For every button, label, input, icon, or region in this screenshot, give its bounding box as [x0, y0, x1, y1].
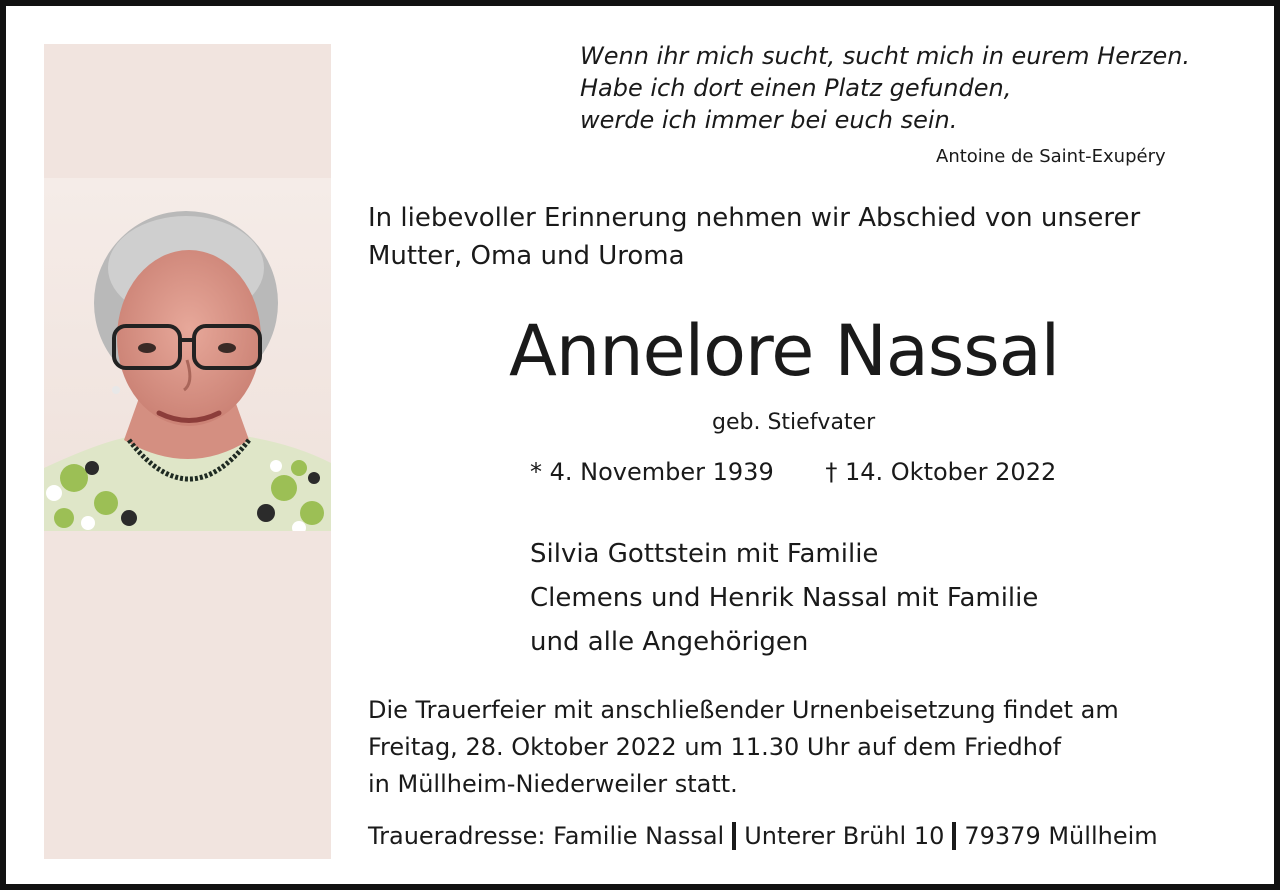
death-date: † 14. Oktober 2022	[825, 458, 1057, 486]
birth-date: * 4. November 1939	[530, 458, 774, 486]
address-label: Traueradresse: Familie Nassal	[368, 822, 725, 850]
quote-author: Antoine de Saint-Exupéry	[936, 146, 1166, 167]
quote-line: Habe ich dort einen Platz gefunden,	[580, 74, 1012, 102]
birth-name: geb. Stiefvater	[712, 410, 876, 435]
mourner-line: Silvia Gottstein mit Familie	[530, 539, 879, 569]
intro-text	[368, 199, 1140, 275]
intro-line: In liebevoller Erinnerung nehmen wir Abschied von unserer	[368, 203, 1141, 233]
quote-line: Wenn ihr mich sucht, sucht mich in eurem Herzen.	[580, 42, 1191, 70]
address-street: Unterer Brühl 10	[744, 822, 945, 850]
address-city: 79379 Müllheim	[964, 822, 1158, 850]
mourner-line: und alle Angehörigen	[530, 627, 809, 657]
quote-block	[580, 40, 1190, 136]
mourning-address	[368, 822, 1158, 850]
separator-bar	[952, 822, 956, 850]
mourners-list	[530, 532, 1038, 664]
ceremony-line: in Müllheim-Niederweiler statt.	[368, 770, 738, 798]
ceremony-line: Die Trauerfeier mit anschließender Urnenbeisetzung findet am	[368, 696, 1119, 724]
intro-line: Mutter, Oma und Uroma	[368, 241, 685, 271]
deceased-name: Annelore Nassal	[509, 310, 1060, 392]
separator-bar	[732, 822, 736, 850]
life-dates	[530, 458, 1056, 486]
ceremony-line: Freitag, 28. Oktober 2022 um 11.30 Uhr auf dem Friedhof	[368, 733, 1062, 761]
portrait-photo	[44, 178, 331, 531]
mourner-line: Clemens und Henrik Nassal mit Familie	[530, 583, 1039, 613]
quote-line: werde ich immer bei euch sein.	[580, 106, 958, 134]
ceremony-info	[368, 692, 1119, 803]
